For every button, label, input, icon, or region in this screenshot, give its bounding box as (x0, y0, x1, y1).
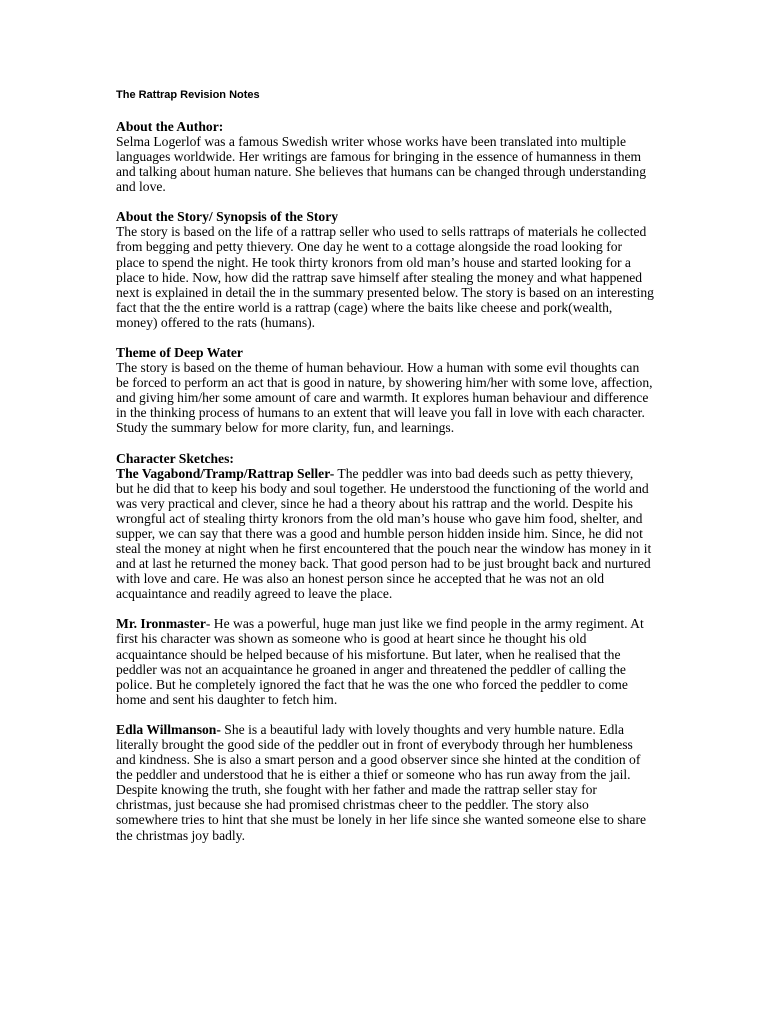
character-sketches-heading: Character Sketches: (116, 450, 234, 466)
edla-text: She is a beautiful lady with lovely thoughts and very humble nature. Edla literally brought the good side of the peddler out in front of everybody through her humbleness and kindness. She is also a smart person and a good observer since she hinted at the condition of the peddler and understood that he is either a thief or someone who has run away from the jail. Despite knowing the truth, she fought with her father and made the rattrap seller stay for christmas, just because she had promised christmas cheer to the peddler. The story also somewhere tries to hint that she must be lonely in her life since she wanted someone else to share the christmas joy badly. (116, 721, 647, 843)
peddler-text: The peddler was into bad deeds such as petty thievery, but he did that to keep his body and soul together. He understood the functioning of the world and was very practical and clever, since he had a theory about his rattrap and the world. Despite his wrongful act of stealing thirty kronors from the old man’s house who gave him food, shelter, and supper, we can say that there was a good and humble person hidden inside him. Since, he did not steal the money at night when he first encountered that the pouch near the window has money in it and at last he returned the money back. That good person had to be just brought back and nurtured with love and care. He was also an honest person since he accepted that he was not an old acquaintance and readily agreed to leave the place. (116, 465, 652, 602)
ironmaster-sketch (116, 616, 654, 707)
peddler-sketch (116, 466, 654, 602)
character-sketches-section (116, 451, 654, 602)
edla-name: Edla Willmanson- (116, 721, 221, 737)
ironmaster-name: Mr. Ironmaster (116, 616, 206, 632)
about-author-heading: About the Author: (116, 119, 224, 134)
about-story-section (116, 209, 654, 330)
document-page (116, 88, 654, 858)
document-title: The Rattrap Revision Notes (116, 89, 260, 101)
about-author-section (116, 119, 654, 194)
ironmaster-section (116, 616, 654, 707)
peddler-name: The Vagabond/Tramp/Rattrap Seller- (116, 465, 335, 481)
about-story-heading: About the Story/ Synopsis of the Story (116, 209, 339, 225)
theme-section (116, 345, 654, 435)
ironmaster-text: - He was a powerful, huge man just like we find people in the army regiment. At first his character was shown as someone who is good at heart since he thought his old acquaintance should be helped because of his misfortune. But later, when he realised that the peddler was not an acquaintance he groaned in anger and threatened the peddler of calling the police. But he completely ignored the fact that he was the one who forced the peddler to come home and sent his daughter to fetch him. (116, 616, 644, 707)
edla-section (116, 722, 654, 843)
theme-heading: Theme of Deep Water (116, 345, 243, 361)
about-author-text: Selma Logerlof was a famous Swedish writer whose works have been translated into multiple languages worldwide. Her writings are famous for bringing in the essence of humanness in them and talking about human nature. She believes that humans can be changed through understanding and love. (116, 134, 647, 195)
about-story-text: The story is based on the life of a rattrap seller who used to sells rattraps of materials he collected from begging and petty thievery. One day he went to a cottage alongside the road looking for place to spend the night. He took thirty kronors from old man’s house and started looking for a place to hide. Now, how did the rattrap save himself after stealing the money and what happened next is explained in detail the in the summary presented below. The story is based on an interesting fact that the the entire world is a rattrap (cage) where the baits like cheese and pork(wealth, money) offered to the rats (humans). (116, 224, 654, 330)
theme-text: The story is based on the theme of human behaviour. How a human with some evil thoughts can be forced to perform an act that is good in nature, by showering him/her with some love, affection, and giving him/her some amount of care and warmth. It explores human behaviour and difference in the thinking process of humans to an extent that will leave you fall in love with each character. Study the summary below for more clarity, fun, and learnings. (116, 360, 653, 436)
edla-sketch (116, 722, 654, 843)
